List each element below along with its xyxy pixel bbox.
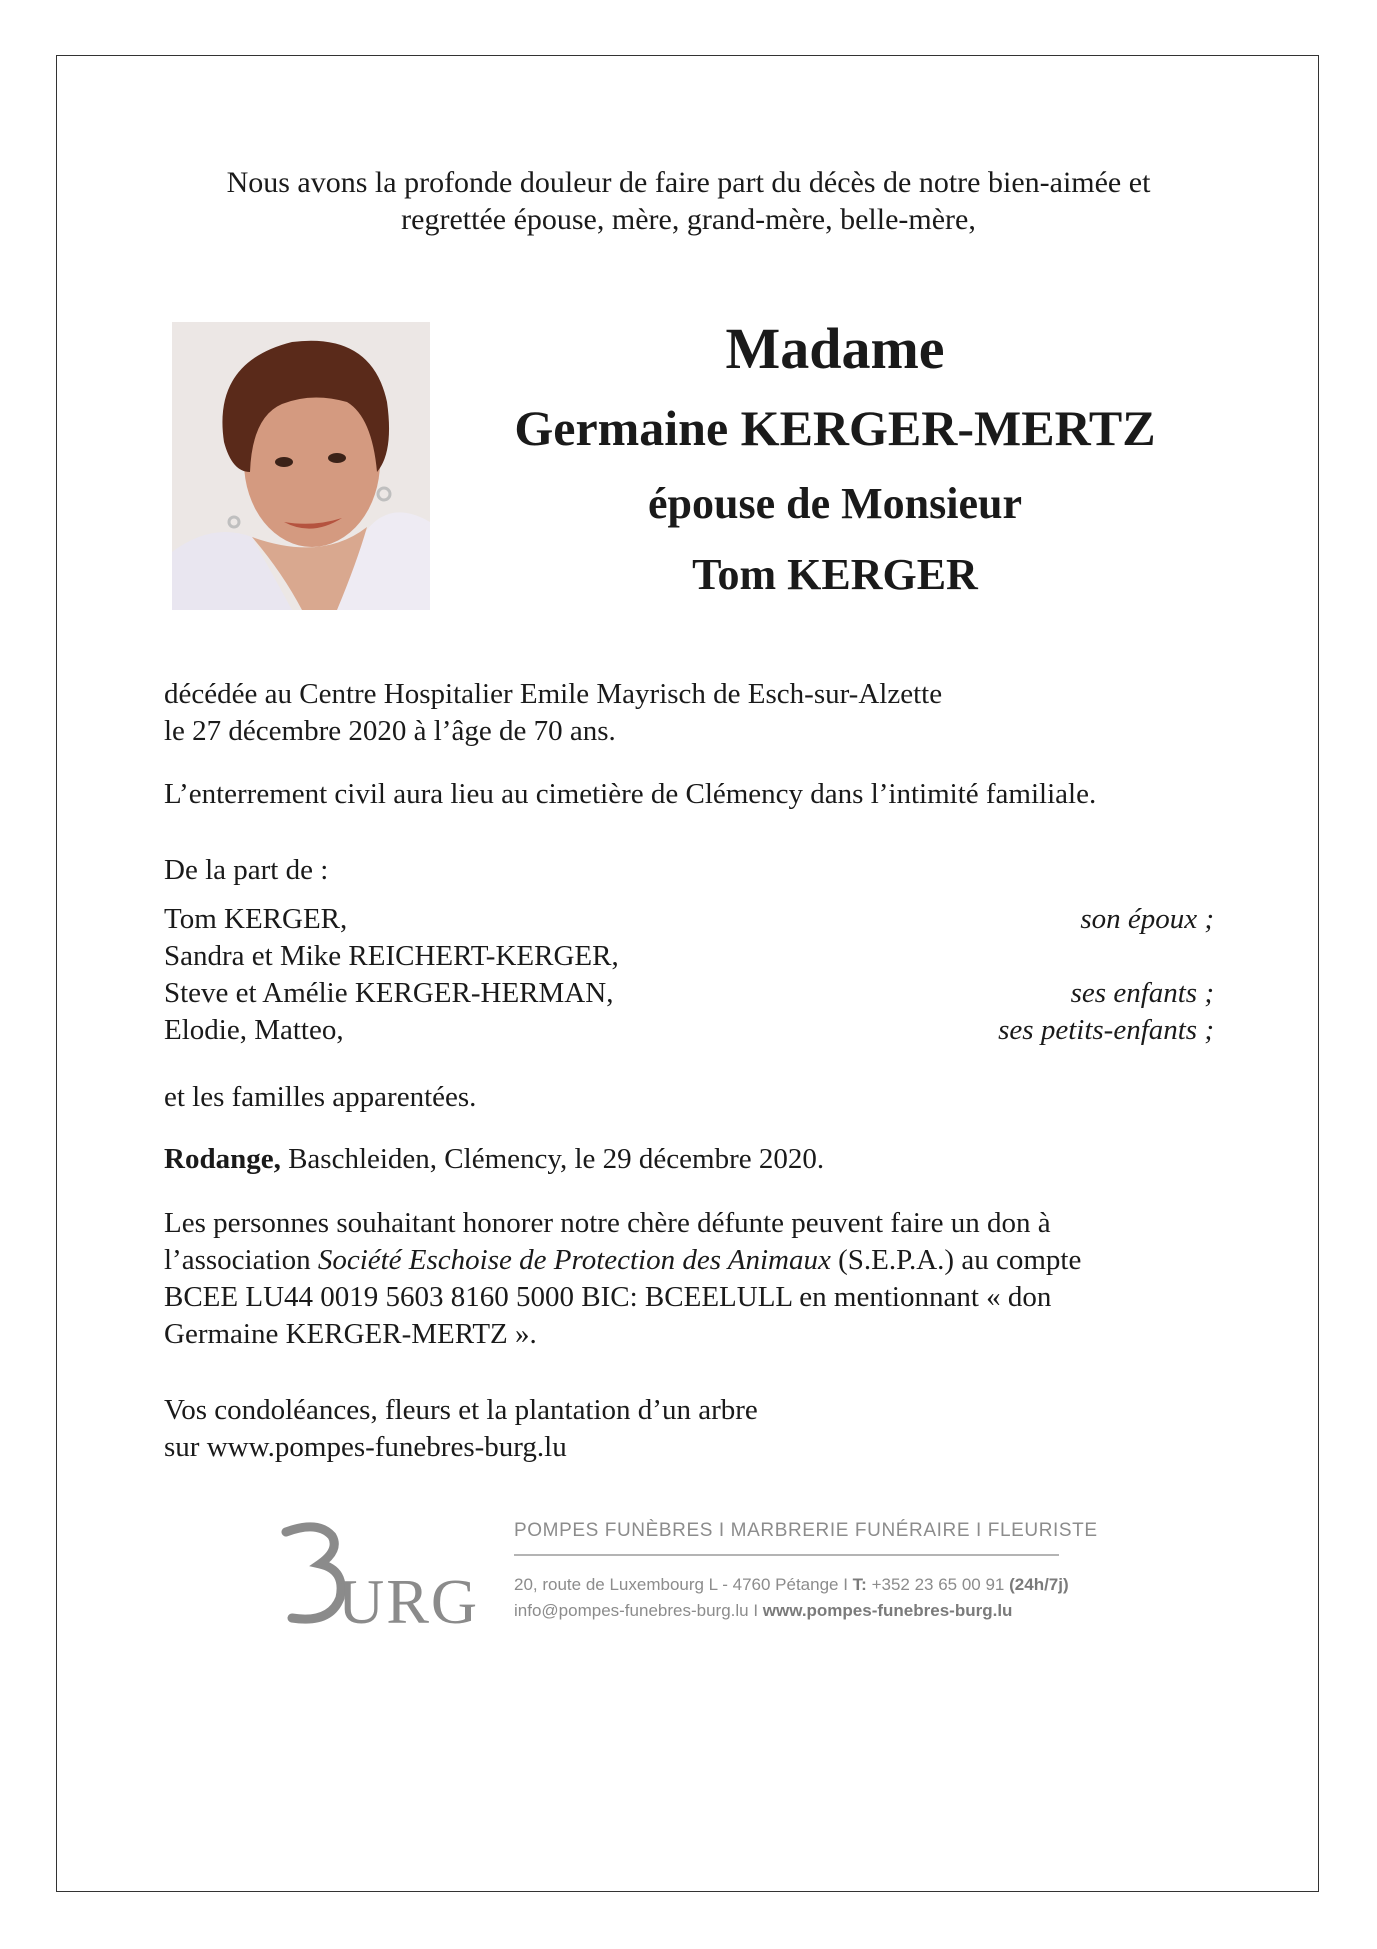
association-name: Société Eschoise de Protection des Animaux: [317, 1244, 831, 1276]
family-list: [164, 901, 1214, 1049]
family-names: Tom KERGER,: [164, 903, 348, 935]
website: www.pompes-funebres-burg.lu: [762, 1600, 1013, 1620]
donation-line-2-pre: l’association: [164, 1244, 318, 1276]
family-names: Sandra et Mike REICHERT-KERGER,: [164, 940, 619, 972]
from-label: De la part de :: [164, 854, 329, 886]
donation-line-1: Les personnes souhaitant honorer notre chère défunte peuvent faire un don à: [164, 1207, 1051, 1239]
family-names: Steve et Amélie KERGER-HERMAN,: [164, 977, 614, 1009]
salutation: Madame: [725, 316, 945, 381]
family-relation: ses petits-enfants ;: [998, 1014, 1214, 1046]
address: 20, route de Luxembourg L - 4760 Pétange I: [514, 1574, 853, 1594]
phone-label: T:: [852, 1574, 867, 1594]
email: info@pompes-funebres-burg.lu I: [514, 1600, 763, 1620]
contact-block: [514, 1572, 1069, 1624]
donation-line-2-post: (S.E.P.A.) au compte: [830, 1244, 1082, 1276]
death-line-2: le 27 décembre 2020 à l’âge de 70 ans.: [164, 715, 616, 747]
burg-logo: [278, 1518, 480, 1637]
place-bold: Rodange,: [164, 1143, 281, 1175]
deceased-name: Germaine KERGER-MERTZ: [514, 400, 1156, 456]
donation-line-3: BCEE LU44 0019 5603 8160 5000 BIC: BCEELULL en mentionnant « don: [164, 1281, 1052, 1313]
place-date: [164, 1141, 824, 1178]
condolences-line-1: Vos condoléances, fleurs et la plantation d’un arbre: [164, 1394, 758, 1426]
donation-line-4: Germaine KERGER-MERTZ ».: [164, 1318, 537, 1350]
phone-hours: (24h/7j): [1009, 1574, 1069, 1594]
intro-line-1: Nous avons la profonde douleur de faire part du décès de notre bien-aimée et: [226, 166, 1151, 199]
services-line: POMPES FUNÈBRES I MARBRERIE FUNÉRAIRE I FLEURISTE: [514, 1520, 1098, 1541]
funeral-home-footer: [278, 1508, 1098, 1638]
divider: [514, 1554, 1059, 1556]
family-relation: ses enfants ;: [1070, 977, 1214, 1009]
intro-text: [120, 164, 1257, 238]
condolences-line-2: sur www.pompes-funebres-burg.lu: [164, 1431, 567, 1463]
deceased-title-block: [430, 310, 1240, 610]
condolences-paragraph: [164, 1392, 758, 1466]
portrait-photo: [172, 322, 430, 610]
spouse-name: Tom KERGER: [692, 550, 978, 599]
spouse-intro: épouse de Monsieur: [648, 479, 1022, 528]
burg-logo-text: URG: [338, 1566, 480, 1637]
family-row: [164, 1012, 1214, 1049]
address-line: [514, 1572, 1069, 1598]
death-paragraph: [164, 676, 942, 750]
phone: +352 23 65 00 91: [866, 1574, 1010, 1594]
funeral-home-info: [514, 1508, 1098, 1624]
intro-line-2: regrettée épouse, mère, grand-mère, belle-mère,: [401, 203, 976, 236]
funeral-paragraph: L’enterrement civil aura lieu au cimetière de Clémency dans l’intimité familiale.: [164, 778, 1097, 810]
family-relation: son époux ;: [1080, 903, 1214, 935]
web-line: [514, 1598, 1064, 1624]
donation-paragraph: [164, 1205, 1081, 1353]
family-row: [164, 938, 1214, 975]
family-row: [164, 975, 1214, 1012]
place-rest: Baschleiden, Clémency, le 29 décembre 2020.: [280, 1143, 825, 1175]
family-names: Elodie, Matteo,: [164, 1014, 344, 1046]
donation-line-2: [164, 1242, 1081, 1279]
families-line: et les familles apparentées.: [164, 1081, 477, 1113]
family-row: [164, 901, 1214, 938]
death-line-1: décédée au Centre Hospitalier Emile Mayrisch de Esch-sur-Alzette: [164, 678, 943, 710]
